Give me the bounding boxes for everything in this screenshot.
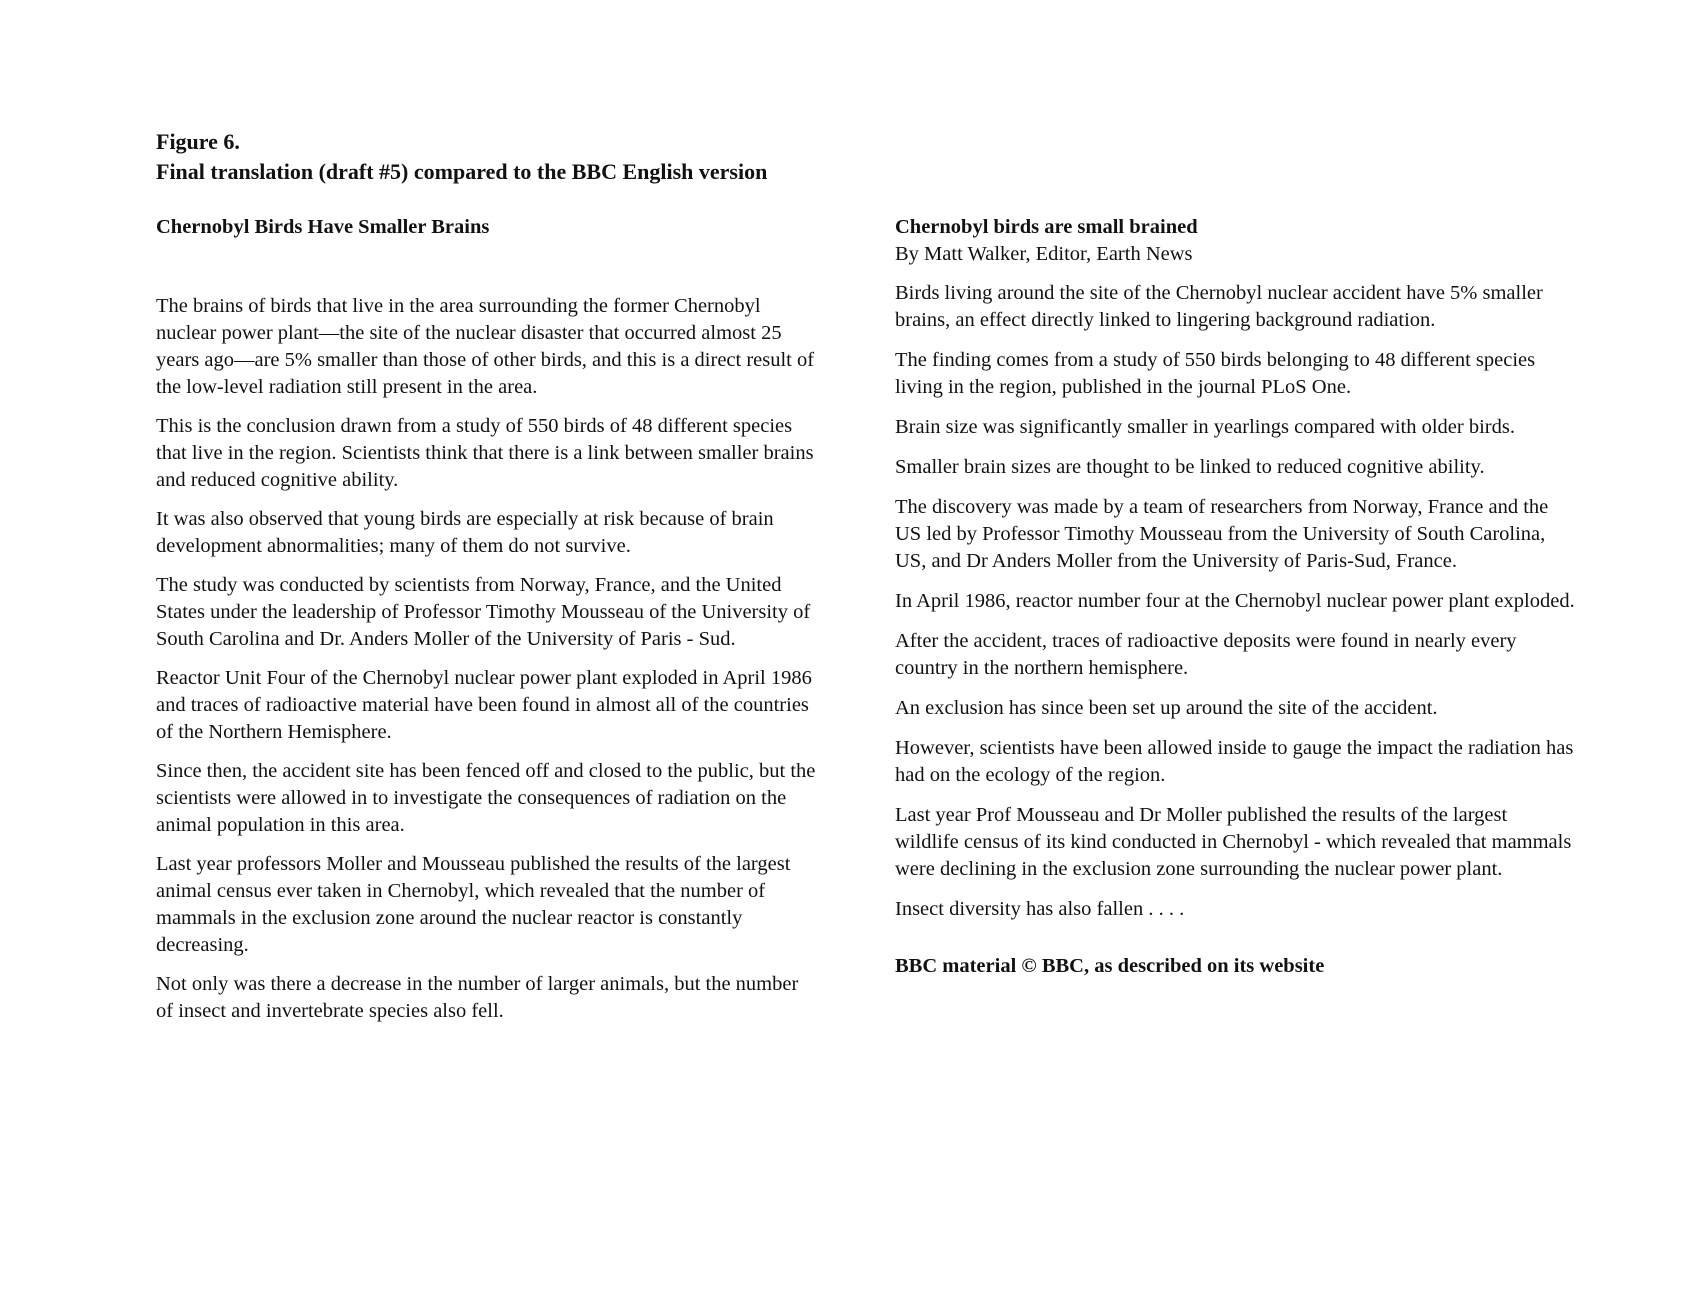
bbc-paragraph: However, scientists have been allowed inside to gauge the impact the radiation has had on the ecology of the region. <box>895 737 1574 786</box>
translation-paragraph: Reactor Unit Four of the Chernobyl nuclear power plant exploded in April 1986 and traces of radioactive material have been found in almost all of the countries of the Northern Hemisphere. <box>156 667 812 743</box>
bbc-paragraph: Birds living around the site of the Chernobyl nuclear accident have 5% smaller brains, an effect directly linked to lingering background radiation. <box>895 282 1543 331</box>
translation-column <box>156 214 816 1037</box>
translation-paragraph: This is the conclusion drawn from a study of 550 birds of 48 different species that live in the region. Scientists think that there is a link between smaller brains and reduced cognitive ability. <box>156 415 814 491</box>
figure-label: Figure 6. <box>156 129 240 154</box>
translation-paragraph: Since then, the accident site has been fenced off and closed to the public, but the scientists were allowed in to investigate the consequences of radiation on the animal population in this area. <box>156 760 816 836</box>
bbc-title: Chernobyl birds are small brained <box>895 216 1198 238</box>
translation-paragraph: The study was conducted by scientists from Norway, France, and the United States under the leadership of Professor Timothy Mousseau of the University of South Carolina and Dr. Anders Moller of the University of Paris - Sud. <box>156 574 811 650</box>
translation-paragraph: It was also observed that young birds are especially at risk because of brain development abnormalities; many of them do not survive. <box>156 508 774 557</box>
bbc-paragraph: An exclusion has since been set up around the site of the accident. <box>895 697 1438 719</box>
translation-paragraph: Last year professors Moller and Mousseau published the results of the largest animal census ever taken in Chernobyl, which revealed that the number of mammals in the exclusion zone around the nuclear reactor is constantly decreasing. <box>156 853 791 956</box>
bbc-paragraph: Insect diversity has also fallen . . . . <box>895 898 1185 920</box>
bbc-paragraph: After the accident, traces of radioactive deposits were found in nearly every country in the northern hemisphere. <box>895 630 1517 679</box>
bbc-original-column <box>895 214 1575 1001</box>
translation-paragraph: The brains of birds that live in the area surrounding the former Chernobyl nuclear power plant—the site of the nuclear disaster that occurred almost 25 years ago—are 5% smaller than those of other birds, and this is a direct result of the low-level radiation still present in the area. <box>156 295 815 398</box>
bbc-paragraph: The discovery was made by a team of researchers from Norway, France and the US led by Professor Timothy Mousseau from the University of South Carolina, US, and Dr Anders Moller from the University of Paris-Sud, France. <box>895 496 1549 572</box>
translation-title: Chernobyl Birds Have Smaller Brains <box>156 216 490 238</box>
bbc-paragraph: In April 1986, reactor number four at the Chernobyl nuclear power plant exploded. <box>895 590 1575 612</box>
bbc-paragraph: The finding comes from a study of 550 birds belonging to 48 different species living in the region, published in the journal PLoS One. <box>895 349 1536 398</box>
bbc-copyright-credit: BBC material © BBC, as described on its website <box>895 955 1325 977</box>
figure-caption: Final translation (draft #5) compared to the BBC English version <box>156 159 768 184</box>
bbc-paragraph: Brain size was significantly smaller in yearlings compared with older birds. <box>895 416 1515 438</box>
bbc-byline: By Matt Walker, Editor, Earth News <box>895 243 1193 265</box>
bbc-paragraph: Smaller brain sizes are thought to be linked to reduced cognitive ability. <box>895 456 1485 478</box>
figure-heading <box>156 127 767 187</box>
bbc-paragraph: Last year Prof Mousseau and Dr Moller published the results of the largest wildlife census of its kind conducted in Chernobyl - which revealed that mammals were declining in the exclusion zone surrounding the nuclear power plant. <box>895 804 1572 880</box>
translation-paragraph: Not only was there a decrease in the number of larger animals, but the number of insect and invertebrate species also fell. <box>156 973 799 1022</box>
